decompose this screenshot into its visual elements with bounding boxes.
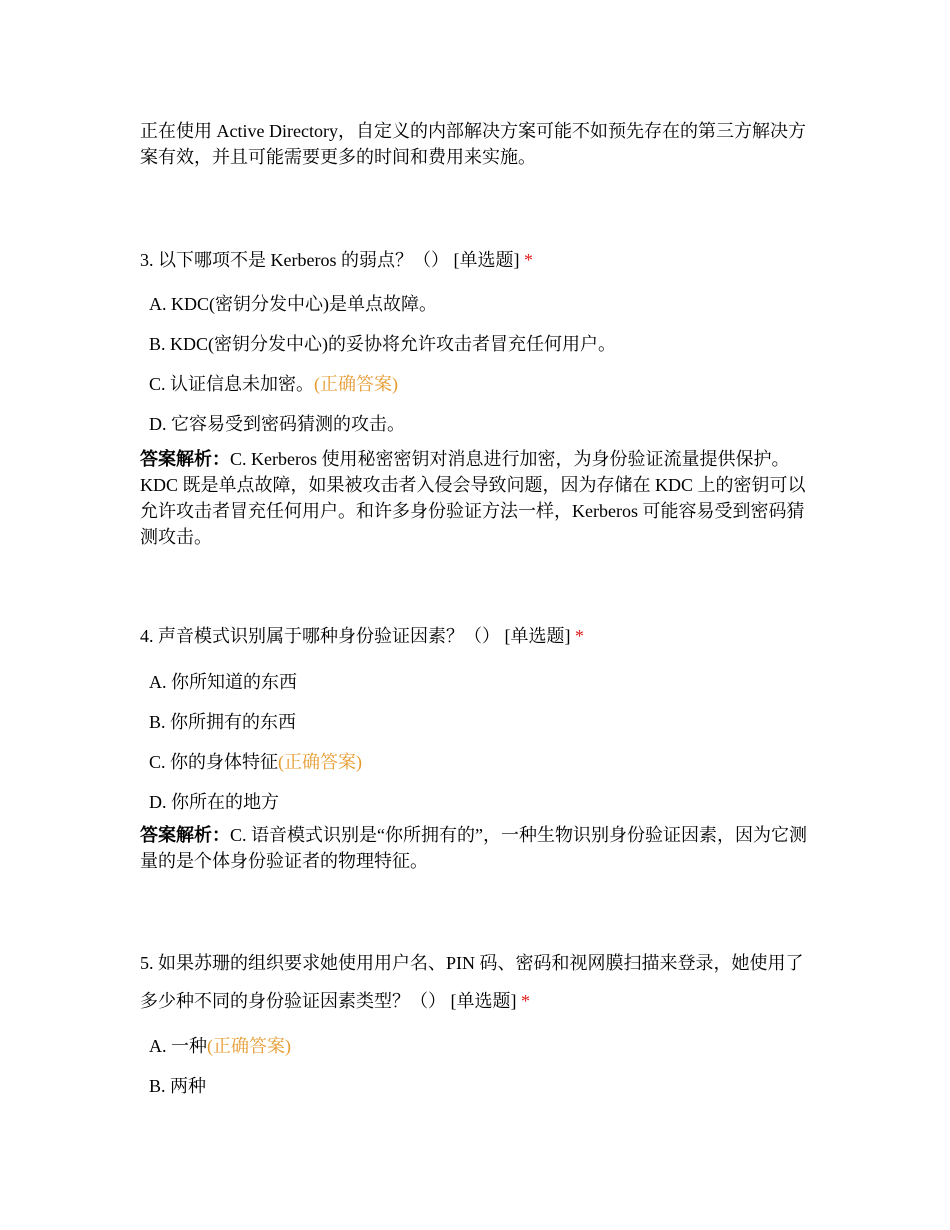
question-3 bbox=[140, 241, 820, 550]
analysis-text: C. Kerberos 使用秘密密钥对消息进行加密，为身份验证流量提供保护。KDC 既是单点故障，如果被攻击者入侵会导致问题，因为存储在 KDC 上的密钥可以允许攻击者冒充任何用户。和许多身份验证方法一样，Kerberos 可能容易受到密码猜测攻击。 bbox=[140, 449, 806, 547]
option-c[interactable] bbox=[140, 742, 820, 782]
answer-analysis bbox=[140, 822, 820, 874]
correct-answer-marker: (正确答案) bbox=[207, 1036, 291, 1056]
option-a[interactable] bbox=[140, 662, 820, 702]
option-text: C. 你的身体特征 bbox=[149, 752, 279, 772]
required-mark: * bbox=[523, 250, 533, 270]
option-text: D. 你所在的地方 bbox=[149, 792, 279, 812]
option-a[interactable] bbox=[140, 284, 820, 324]
required-mark: * bbox=[521, 991, 530, 1011]
option-text: B. 两种 bbox=[149, 1076, 207, 1096]
option-list bbox=[140, 284, 820, 444]
question-title-text: 4. 声音模式识别属于哪种身份验证因素？（） [单选题] bbox=[140, 626, 571, 646]
option-a[interactable] bbox=[140, 1026, 820, 1066]
question-4 bbox=[140, 617, 820, 874]
correct-answer-marker: (正确答案) bbox=[278, 752, 363, 772]
option-text: C. 认证信息未加密。 bbox=[149, 374, 315, 394]
option-b[interactable] bbox=[140, 1066, 820, 1106]
option-b[interactable] bbox=[140, 702, 820, 742]
option-text: B. 你所拥有的东西 bbox=[149, 712, 297, 732]
question-title-text: 5. 如果苏珊的组织要求她使用用户名、PIN 码、密码和视网膜扫描来登录，她使用了多少种不同的身份验证因素类型？（） [单选题] bbox=[140, 953, 804, 1011]
question-title bbox=[140, 944, 820, 1020]
option-list bbox=[140, 662, 820, 822]
option-text: A. KDC(密钥分发中心)是单点故障。 bbox=[149, 294, 437, 314]
option-text: D. 它容易受到密码猜测的攻击。 bbox=[149, 414, 405, 434]
option-list bbox=[140, 1026, 820, 1106]
analysis-label: 答案解析： bbox=[140, 825, 230, 845]
option-b[interactable] bbox=[140, 324, 820, 364]
question-5 bbox=[140, 944, 820, 1106]
analysis-text: C. 语音模式识别是“你所拥有的”，一种生物识别身份验证因素，因为它测量的是个体身份验证者的物理特征。 bbox=[140, 825, 807, 871]
question-title bbox=[140, 617, 820, 655]
option-d[interactable] bbox=[140, 782, 820, 822]
answer-analysis bbox=[140, 446, 820, 550]
analysis-label: 答案解析： bbox=[140, 449, 230, 469]
option-text: A. 一种 bbox=[149, 1036, 207, 1056]
intro-paragraph: 正在使用 Active Directory，自定义的内部解决方案可能不如预先存在的第三方解决方案有效，并且可能需要更多的时间和费用来实施。 bbox=[140, 121, 806, 167]
option-c[interactable] bbox=[140, 364, 820, 404]
document-page bbox=[140, 118, 820, 1106]
option-text: B. KDC(密钥分发中心)的妥协将允许攻击者冒充任何用户。 bbox=[149, 334, 616, 354]
option-text: A. 你所知道的东西 bbox=[149, 672, 297, 692]
option-d[interactable] bbox=[140, 404, 820, 444]
correct-answer-marker: (正确答案) bbox=[314, 374, 399, 394]
question-title bbox=[140, 241, 820, 279]
question-title-text: 3. 以下哪项不是 Kerberos 的弱点？（） [单选题] bbox=[140, 250, 520, 270]
required-mark: * bbox=[575, 626, 584, 646]
